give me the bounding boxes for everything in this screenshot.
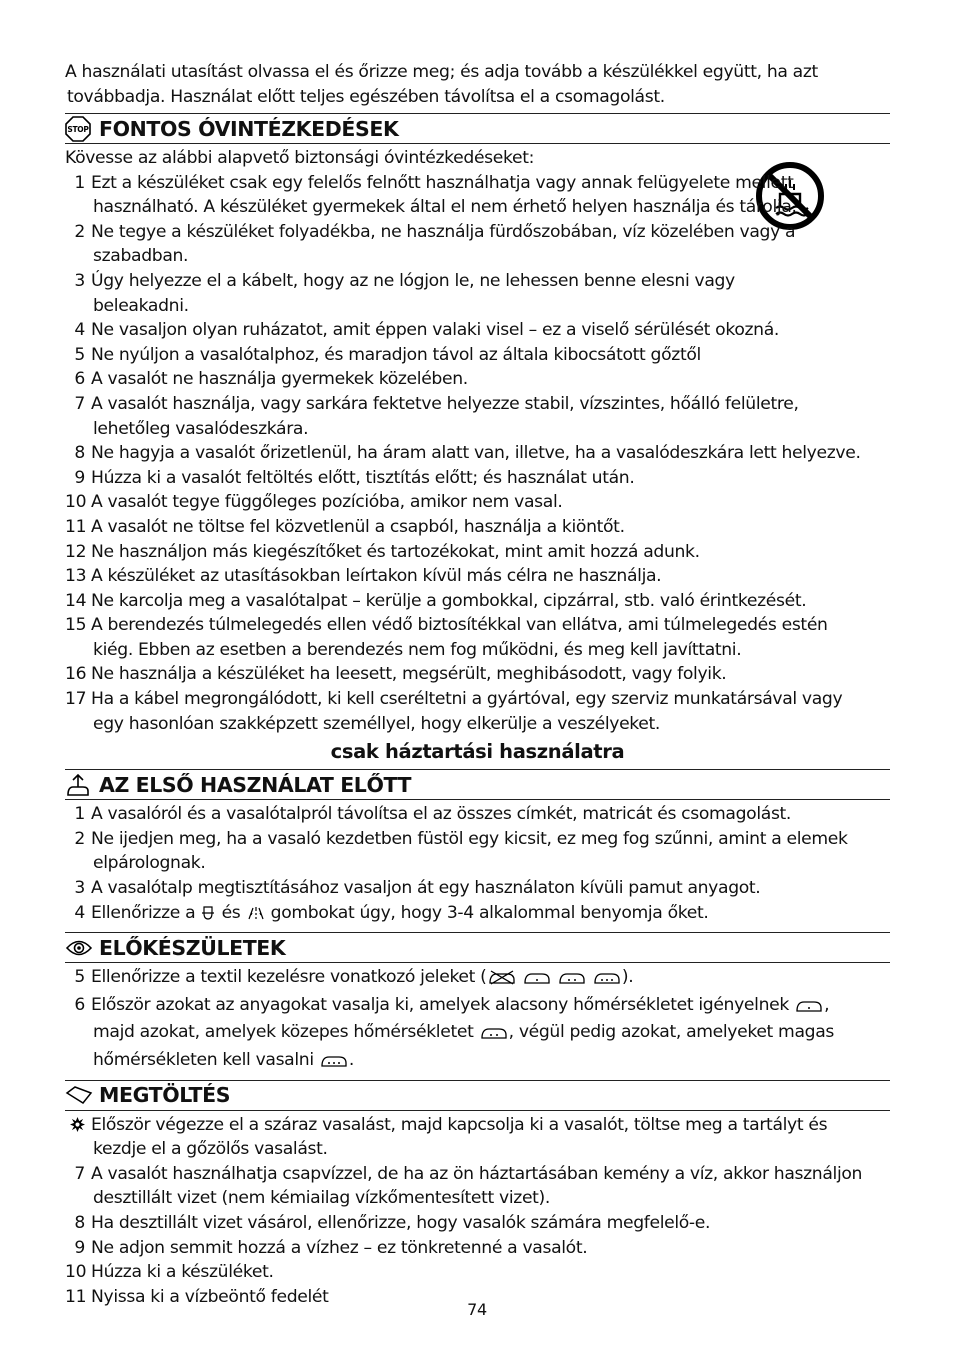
item-number: 9: [74, 467, 85, 488]
iron-three-dots-icon: [592, 968, 622, 993]
item-text: Ha a kábel megrongálódott, ki kell cseréltetni a gyártóval, egy szerviz munkatársával vagy: [91, 689, 843, 710]
list-item: [65, 564, 890, 589]
item-number: 4: [74, 320, 85, 341]
iron-two-dots-icon: [479, 1023, 509, 1048]
iron-three-dots-icon: [319, 1051, 349, 1076]
item-number: 1: [74, 804, 85, 825]
list-item: [65, 1236, 890, 1261]
intro-line-2: továbbadja. Használat előtt teljes egészében távolítsa el a csomagolást.: [67, 87, 665, 107]
list-item: [65, 441, 890, 466]
list-item: [65, 1211, 890, 1236]
item-text-continued: szabadban.: [93, 246, 189, 267]
item-number: 3: [74, 878, 85, 899]
item-text: Ne tegye a készüléket folyadékba, ne használja fürdőszobában, víz közelében vagy a: [91, 221, 796, 242]
list-item: 6 Először azokat az anyagokat vasalja ki, amelyek alacsony hőmérsékletet igényelnek , majd azokat, amelyek közepes hőmérsékletet , végül pedig azokat, amelyeket magas hőmérsékleten kell vasalni .: [65, 993, 890, 1076]
item-text: Ha desztillált vizet vásárol, ellenőrizze, hogy vasalók számára megfelelő-e.: [91, 1212, 711, 1233]
item-number: 16: [65, 664, 87, 685]
item-number: 13: [65, 566, 87, 587]
iron-one-dot-icon: [794, 996, 824, 1021]
iron-two-dots-icon: [557, 968, 587, 993]
first-use-title: AZ ELSŐ HASZNÁLAT ELŐTT: [99, 772, 412, 797]
item-text: Ne vasaljon olyan ruházatot, amit éppen valaki visel – ez a viselő sérülését okozná.: [91, 320, 780, 341]
item-text: A vasalót ne töltse fel közvetlenül a csapból, használja a kiöntőt.: [91, 516, 625, 537]
item-number: 10: [65, 1262, 87, 1283]
preparation-heading: [65, 932, 890, 963]
item-text: A vasalóról és a vasalótalpról távolítsa el az összes címkét, matricát és csomagolást.: [91, 804, 792, 825]
list-item: [65, 220, 890, 269]
safety-title: FONTOS ÓVINTÉZKEDÉSEK: [99, 116, 399, 141]
eye-icon: [65, 935, 99, 961]
steam-shot-icon: [246, 904, 266, 929]
list-item: [65, 171, 890, 220]
item-number: 9: [74, 1237, 85, 1258]
list-item: [65, 367, 890, 392]
list-item: 5 Ellenőrizze a textil kezelésre vonatkozó jeleket ( ).: [65, 965, 890, 993]
list-item: [65, 490, 890, 515]
item-number: 15: [65, 615, 87, 636]
list-item: [65, 515, 890, 540]
item-text: Nyissa ki a vízbeöntő fedelét: [91, 1286, 329, 1307]
preparation-title: ELŐKÉSZÜLETEK: [99, 935, 286, 960]
water-tank-icon: [65, 1082, 99, 1108]
item-text: Ne karcolja meg a vasalótalpat – kerülje a gombokkal, cipzárral, stb. való érintkezését.: [91, 590, 807, 611]
item-text: Ne használjon más kiegészítőket és tartozékokat, mint amit hozzá adunk.: [91, 541, 700, 562]
list-item: [65, 802, 890, 827]
filling-heading: [65, 1080, 890, 1111]
safety-list: [65, 171, 890, 737]
item-number: 11: [65, 1286, 87, 1307]
manual-page: [65, 60, 890, 1309]
item-number: 8: [74, 1212, 85, 1233]
item-number: 2: [74, 221, 85, 242]
intro-text: [65, 60, 890, 110]
list-item: [65, 876, 890, 901]
list-item: [65, 1260, 890, 1285]
item-text: Ne adjon semmit hozzá a vízhez – ez tönkretenné a vasalót.: [91, 1237, 588, 1258]
item-number: 7: [74, 1163, 85, 1184]
list-item: 4 Ellenőrizze a és gombokat úgy, hogy 3-4 alkalommal benyomja őket.: [65, 901, 890, 929]
item-text: Úgy helyezze el a kábelt, hogy az ne lógjon le, ne lehessen benne elesni vagy: [91, 270, 735, 291]
star-icon: [65, 1113, 85, 1162]
item-text: A berendezés túlmelegedés ellen védő biztosítékkal van ellátva, ami túlmelegedés estén: [91, 615, 828, 636]
list-item: [65, 318, 890, 343]
list-item: [65, 589, 890, 614]
stop-icon: [65, 116, 99, 142]
filling-title: MEGTÖLTÉS: [99, 1083, 231, 1108]
item-number: 7: [74, 393, 85, 414]
item-text-continued: lehetőleg vasalódeszkára.: [93, 418, 309, 439]
item-text: Ezt a készüléket csak egy felelős felnőtt használhatja vagy annak felügyelete mellett: [91, 172, 794, 193]
fill-list: [65, 1162, 890, 1310]
no-ironing-symbol-icon: [487, 968, 517, 993]
list-item: [65, 662, 890, 687]
list-item: [65, 827, 890, 876]
first-use-list: [65, 802, 890, 900]
safety-heading: [65, 113, 890, 144]
item-number: 8: [74, 443, 85, 464]
spray-button-icon: [200, 904, 216, 929]
list-item: [65, 1162, 890, 1211]
list-item: [65, 613, 890, 662]
item-number: 1: [74, 172, 85, 193]
list-item: [65, 269, 890, 318]
item-text: A vasalót ne használja gyermekek közelében.: [91, 369, 468, 390]
item-text-continued: kiég. Ebben az esetben a berendezés nem fog működni, és meg kell javíttatni.: [93, 639, 742, 660]
item-text: Ne ijedjen meg, ha a vasaló kezdetben füstöl egy kicsit, ez meg fog szűnni, amint a elemek: [91, 828, 848, 849]
item-text-continued: elpárolognak.: [93, 853, 206, 874]
item-text-continued: beleakadni.: [93, 295, 189, 316]
item-text: Ne használja a készüléket ha leesett, megsérült, meghibásodott, vagy folyik.: [91, 664, 727, 685]
item-text: Ne hagyja a vasalót őrizetlenül, ha áram alatt van, illetve, ha a vasalódeszkára lett helyezve.: [91, 443, 861, 464]
item-number: 5: [74, 344, 85, 365]
list-item: [65, 540, 890, 565]
page-number: 74: [467, 1300, 487, 1319]
item-number: 2: [74, 828, 85, 849]
list-item: [65, 466, 890, 491]
item-number: 6: [74, 369, 85, 390]
item-text: A vasalót tegye függőleges pozícióba, amikor nem vasal.: [91, 492, 563, 513]
svg-text:STOP: STOP: [67, 124, 89, 134]
item-number: 3: [74, 270, 85, 291]
safety-lead: Kövesse az alábbi alapvető biztonsági óvintézkedéseket:: [65, 148, 535, 168]
item-text: Húzza ki a készüléket.: [91, 1262, 274, 1283]
item-number: 11: [65, 516, 87, 537]
item-number: 12: [65, 541, 87, 562]
item-number: 17: [65, 689, 87, 710]
list-item: [65, 392, 890, 441]
item-text-continued: desztillált vizet (nem kémiailag vízkőmentesített vizet).: [93, 1188, 551, 1209]
item-text-continued: egy hasonlóan szakképzett személlyel, hogy elkerülje a veszélyeket.: [93, 713, 661, 734]
iron-with-arrow-icon: [65, 772, 99, 798]
item-text: A vasalótalp megtisztításához vasaljon át egy használaton kívüli pamut anyagot.: [91, 878, 761, 899]
item-text: A vasalót használja, vagy sarkára fektetve helyezze stabil, vízszintes, hőálló felületre,: [91, 393, 799, 414]
item-number: 10: [65, 492, 87, 513]
item-text: Ne nyúljon a vasalótalphoz, és maradjon távol az általa kibocsátott gőztől: [91, 344, 701, 365]
list-item: [65, 343, 890, 368]
item-text-continued: használható. A készüléket gyermekek által el nem érhető helyen használja és tárolja.: [93, 197, 797, 218]
first-use-heading: [65, 769, 890, 800]
item-text: A készüléket az utasításokban leírtakon kívül más célra ne használja.: [91, 566, 662, 587]
item-text: A vasalót használhatja csapvízzel, de ha az ön háztartásában kemény a víz, akkor használjon: [91, 1163, 863, 1184]
household-note: csak háztartási használatra: [330, 740, 625, 764]
iron-one-dot-icon: [522, 968, 552, 993]
list-item: [65, 687, 890, 736]
list-item: Először végezze el a száraz vasalást, majd kapcsolja ki a vasalót, töltse meg a tartályt és kezdje el a gőzölős vasalást.: [65, 1113, 890, 1162]
item-text: Húzza ki a vasalót feltöltés előtt, tisztítás előtt; és használat után.: [91, 467, 635, 488]
intro-line-1: A használati utasítást olvassa el és őrizze meg; és adja tovább a készülékkel együtt, ha azt: [65, 62, 818, 82]
item-number: 14: [65, 590, 87, 611]
